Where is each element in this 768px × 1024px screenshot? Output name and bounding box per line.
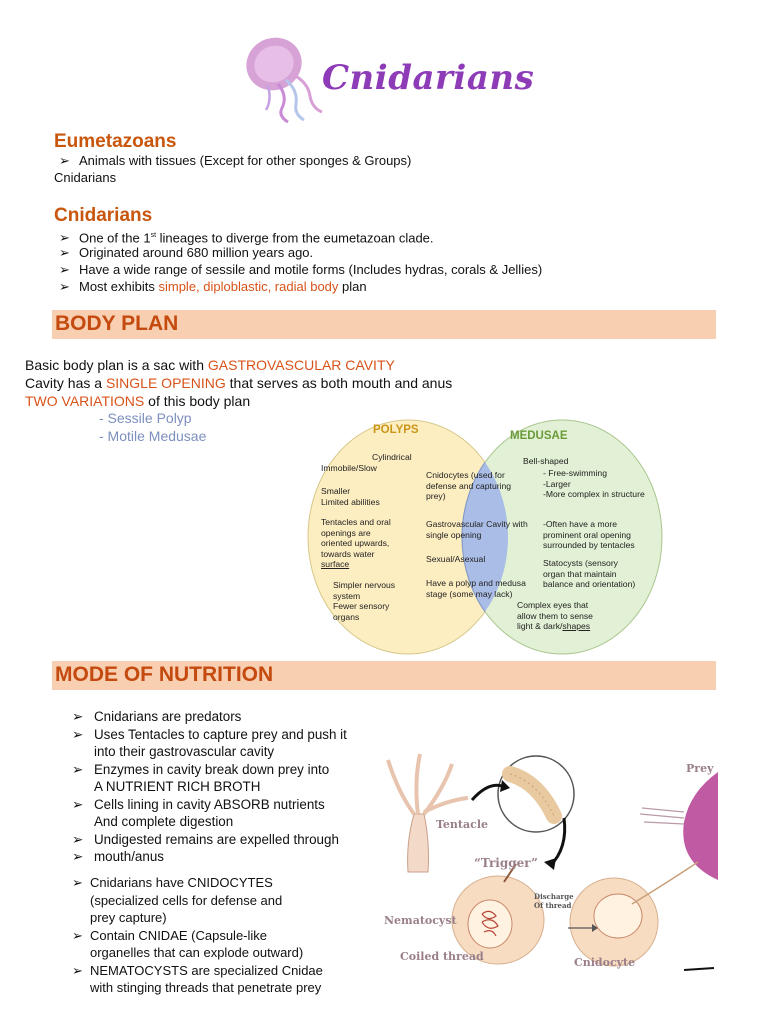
polyp-smaller: Smaller xyxy=(321,486,351,496)
list-item: into their gastrovascular cavity xyxy=(94,744,275,759)
list-item: ➢ Cnidarians have CNIDOCYTES xyxy=(72,875,273,890)
nutrition-heading: MODE OF NUTRITION xyxy=(55,663,274,686)
polyps-title: POLYPS xyxy=(373,424,419,436)
medusa-oral: -Often have a more prominent oral opening surrounded by tentacles xyxy=(543,519,635,551)
list-item: (specialized cells for defense and xyxy=(90,892,283,908)
polyp-tentacles: Tentacles and oral openings are oriented upwards, towards water surface xyxy=(321,517,391,570)
discharge-label: Discharge Of thread xyxy=(534,892,574,910)
body-plan-line-1: Basic body plan is a sac with GASTROVASCULAR CAVITY xyxy=(25,357,395,373)
shared-cnidocytes: Cnidocytes (used for defense and capturing prey) xyxy=(426,470,512,502)
list-item: ➢ Contain CNIDAE (Capsule-like xyxy=(72,927,268,943)
venn-diagram xyxy=(305,418,665,656)
cnidocyte-illustration xyxy=(378,752,718,982)
list-item: ➢ Cnidarians are predators xyxy=(72,709,242,724)
list-item: And complete digestion xyxy=(94,814,234,829)
shared-gastrovascular: Gastrovascular Cavity with single opening xyxy=(426,519,528,540)
polyp-simpler: Simpler nervous system Fewer sensory organs xyxy=(333,580,396,622)
cnidocyte-label: Cnidocyte xyxy=(574,956,636,969)
arrow-bullet-icon: ➢ xyxy=(59,153,70,168)
polyp-cylindrical: Cylindrical xyxy=(372,452,412,462)
list-item: ➢ Cells lining in cavity ABSORB nutrients xyxy=(72,796,325,812)
tentacle-label: Tentacle xyxy=(436,818,489,831)
trigger-label: “Trigger” xyxy=(474,856,538,870)
cnidarians-bullet-1: ➢ One of the 1st lineages to diverge from the eumetazoan clade. xyxy=(59,230,434,246)
nutrition-band xyxy=(52,661,716,690)
hydra-body-icon xyxy=(408,814,429,872)
shared-stages: Have a polyp and medusa stage (some may lack) xyxy=(426,578,526,599)
eumetazoans-line: Cnidarians xyxy=(54,170,117,185)
list-item: with stinging threads that penetrate prey xyxy=(90,980,322,995)
list-item: ➢ Enzymes in cavity break down prey into xyxy=(72,761,330,777)
body-plan-line-2: Cavity has a SINGLE OPENING that serves as both mouth and anus xyxy=(25,375,453,391)
page-title: Cnidarians xyxy=(322,58,535,98)
cnidocyte-list xyxy=(72,874,372,997)
nutrition-list xyxy=(72,708,382,866)
list-item: organelles that can explode outward) xyxy=(90,945,304,960)
cnidarians-bullet-3: ➢ Have a wide range of sessile and motile forms (Includes hydras, corals & Jellies) xyxy=(59,262,543,277)
sessile-polyp: - Sessile Polyp xyxy=(99,410,192,426)
body-plan-band xyxy=(52,310,716,339)
medusa-bell: Bell-shaped xyxy=(523,456,569,466)
cnidarians-bullet-4: ➢ Most exhibits simple, diploblastic, radial body plan xyxy=(59,279,367,294)
eumetazoans-bullet: ➢ Animals with tissues (Except for other sponges & Groups) xyxy=(59,153,412,168)
prey-label: Prey xyxy=(686,762,714,775)
list-item: ➢ Uses Tentacles to capture prey and push it xyxy=(72,726,347,742)
list-item: ➢ NEMATOCYSTS are specialized Cnidae xyxy=(72,962,323,978)
body-plan-heading: BODY PLAN xyxy=(55,312,179,335)
medusa-features: - Free-swimming -Larger -More complex in structure xyxy=(543,468,645,500)
cnidarians-bullet-2: ➢ Originated around 680 million years ago. xyxy=(59,245,314,260)
motile-medusae: - Motile Medusae xyxy=(99,428,207,444)
list-item: prey capture) xyxy=(90,910,167,925)
polyp-limited: Limited abilities xyxy=(321,497,380,507)
shared-sexual: Sexual/Asexual xyxy=(426,554,486,564)
jellyfish-logo-icon xyxy=(238,34,328,124)
coiled-thread-label: Coiled thread xyxy=(400,950,484,963)
medusae-title: MEDUSAE xyxy=(510,430,568,442)
list-item: ➢ mouth/anus xyxy=(72,849,164,864)
medusa-statocysts: Statocysts (sensory organ that maintain balance and orientation) xyxy=(543,558,636,590)
cnidarians-heading: Cnidarians xyxy=(54,205,153,226)
medusa-eyes: Complex eyes that allow them to sense light & dark/shapes xyxy=(517,600,593,632)
polyp-immobile: Immobile/Slow xyxy=(321,463,377,473)
body-plan-line-3: TWO VARIATIONS of this body plan xyxy=(25,393,251,409)
nematocyst-label: Nematocyst xyxy=(384,914,457,927)
prey-icon xyxy=(683,772,718,880)
list-item: A NUTRIENT RICH BROTH xyxy=(94,779,261,794)
list-item: ➢ Undigested remains are expelled through xyxy=(72,831,339,847)
eumetazoans-heading: Eumetazoans xyxy=(54,131,177,152)
